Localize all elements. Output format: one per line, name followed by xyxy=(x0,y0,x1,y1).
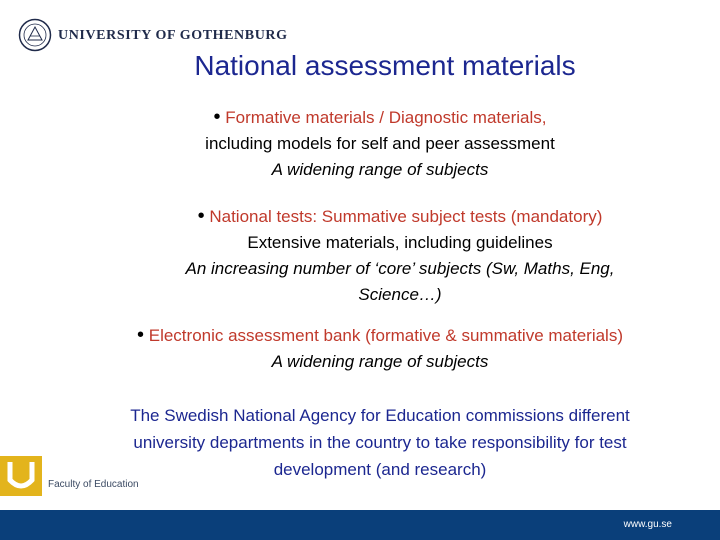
university-name: UNIVERSITY OF GOTHENBURG xyxy=(58,28,288,43)
bullet-national-tests xyxy=(120,203,680,308)
bullet-assessment-bank xyxy=(60,322,700,375)
bullet-formative xyxy=(100,104,660,183)
university-seal-icon xyxy=(18,18,52,52)
bullet-heading: Formative materials / Diagnostic materials, xyxy=(225,108,547,127)
faculty-label: Faculty of Education xyxy=(48,479,139,490)
bullet-marker: • xyxy=(213,106,221,128)
agency-line: university departments in the country to take responsibility for test xyxy=(133,433,627,452)
agency-text xyxy=(70,402,690,483)
bullet-heading: Electronic assessment bank (formative & summative materials) xyxy=(148,326,623,345)
bullet-heading: National tests: Summative subject tests (mandatory) xyxy=(209,207,603,226)
agency-line: development (and research) xyxy=(273,460,487,479)
bullet-italic-line: An increasing number of ‘core’ subjects (Sw, Maths, Eng, xyxy=(185,259,615,278)
agency-line: The Swedish National Agency for Education commissions different xyxy=(130,406,630,425)
bullet-italic-line: A widening range of subjects xyxy=(271,160,489,179)
faculty-logo-icon xyxy=(0,456,42,496)
bullet-italic-line: A widening range of subjects xyxy=(271,352,489,371)
bullet-marker: • xyxy=(136,324,144,346)
bullet-italic-line: Science…) xyxy=(358,285,442,304)
bullet-line: Extensive materials, including guidelines xyxy=(247,233,553,252)
footer-bar xyxy=(0,510,720,540)
page-title: National assessment materials xyxy=(194,50,576,81)
bullet-line: including models for self and peer assessment xyxy=(205,134,555,153)
footer-url[interactable]: www.gu.se xyxy=(623,519,672,530)
bullet-marker: • xyxy=(197,205,205,227)
